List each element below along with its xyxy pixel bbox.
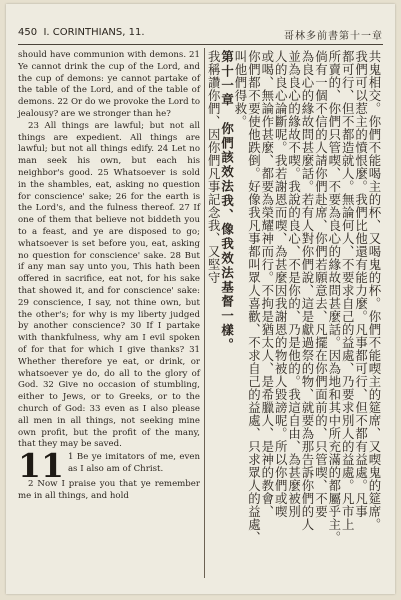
chinese-col-7: 並為良心的緣故不喫。我說的良心、不是你的、乃是他的。我這自由、為甚麼被別 [286, 50, 302, 518]
chinese-col-3: 都可行、但不都造就人。無論何人、不要求自己的益處、乃要求別人的益處。凡市上 [340, 50, 356, 531]
chinese-title: 哥林多前書第十一章 [284, 31, 383, 42]
chinese-col-6: 為良心的緣故問甚麼話。若有人對你們說、這是獻過祭的物、就要為那告訴你們的人 [300, 50, 315, 531]
chinese-col-11: 叫他們得救。 [233, 50, 248, 128]
english-paragraph-4: 2 Now I praise you that ye remember me in all things, and hold [18, 479, 200, 501]
chinese-text-column [208, 50, 382, 576]
page-header [18, 27, 383, 41]
chinese-col-9: 或喝、無論作甚麼、都要為榮耀神而行。不拘是猶太人、是希臘人、是神的教會、 [259, 50, 275, 518]
chinese-col-2: 我們可以惹主的憤恨麼。我們比他還有能力麼。凡事都可行、但不都有益處。凡事 [353, 50, 369, 518]
chinese-chapter-heading: 第十一章 你們該效法我、像我效法基督一樣。 [219, 50, 235, 353]
english-paragraph-3: 1 Be ye imitators of me, even as I also am of Christ. [67, 452, 200, 474]
header-rule [18, 44, 383, 45]
chinese-col-13: 我稱讚你們、因你們凡事記念我、又堅守 [206, 50, 222, 284]
chinese-col-5: 倘有一個不信的人請你們赴席、你們若願意去、凡擺在你們面前的、只管喫、不要 [313, 50, 329, 518]
chinese-col-1: 共鬼相交。你們不能喝主的杯、又喝鬼的杯。你們不能喫主的筵席、又喫鬼的筵席。 [367, 50, 382, 531]
chinese-col-8: 人的良心論斷呢。我若謝恩而喫、為甚麼因我謝恩的物被人毀謗呢。所以你們或喫 [273, 50, 289, 518]
chapter-number: 11 [18, 446, 64, 486]
english-paragraph-2: 23 All things are lawful; but not all things are expedient. All things are lawful; but not all things edify. 24 Let no man seek his own, but each his neighbor's good. 25 Whatsoever is sold in the shambles, eat, asking no question for conscience' sake; 26 for the earth is the Lord's, and the fulness thereof. 27 If one of them that believe not biddeth you to a feast, and ye are disposed to go; whatsoever is set before you, eat, asking no question for conscience' sake. 28 But if any man say unto you, This hath been offered in sacrifice, eat not, for his sake that showed it, and for conscience' sake: 29 conscience, I say, not thine own, but the other's; for why is my liberty judged by another conscience? 30 If I partake with thankfulness, why am I evil spoken of for that for which I give thanks? 31 Whether therefore ye eat, or drink, or whatsoever ye do, do all to the glory of God. 32 Give no occasion of stumbling, either to Jews, or to Greeks, or to the church of God: 33 even as I also please all men in all things, not seeking mine own profit, but the profit of the many, that they may be saved. [18, 120, 200, 450]
english-text-column [18, 50, 200, 580]
chapter-block [18, 446, 200, 486]
page-header-left [18, 27, 145, 38]
page-number: 450 [18, 27, 38, 38]
book-page [6, 4, 395, 594]
chinese-col-10: 你們都不要使他跌倒。好像我凡事都叫眾人喜歡、不求自己的益處、只求眾人的益處、 [246, 50, 262, 544]
english-paragraph-1: should have communion with demons. 21 Ye cannot drink the cup of the Lord, and the cup of demons: ye cannot partake of the table of the Lord, and of the table of demons. 22 Or do we provoke the Lord to jealousy? are we stronger than he? [18, 50, 200, 119]
book-title: I. CORINTHIANS, 11. [43, 27, 145, 38]
chinese-col-4: 所賣的、你們只管喫、不要為良心的緣故問甚麼話。因為地和其中所充滿的都屬乎主。 [326, 50, 342, 544]
